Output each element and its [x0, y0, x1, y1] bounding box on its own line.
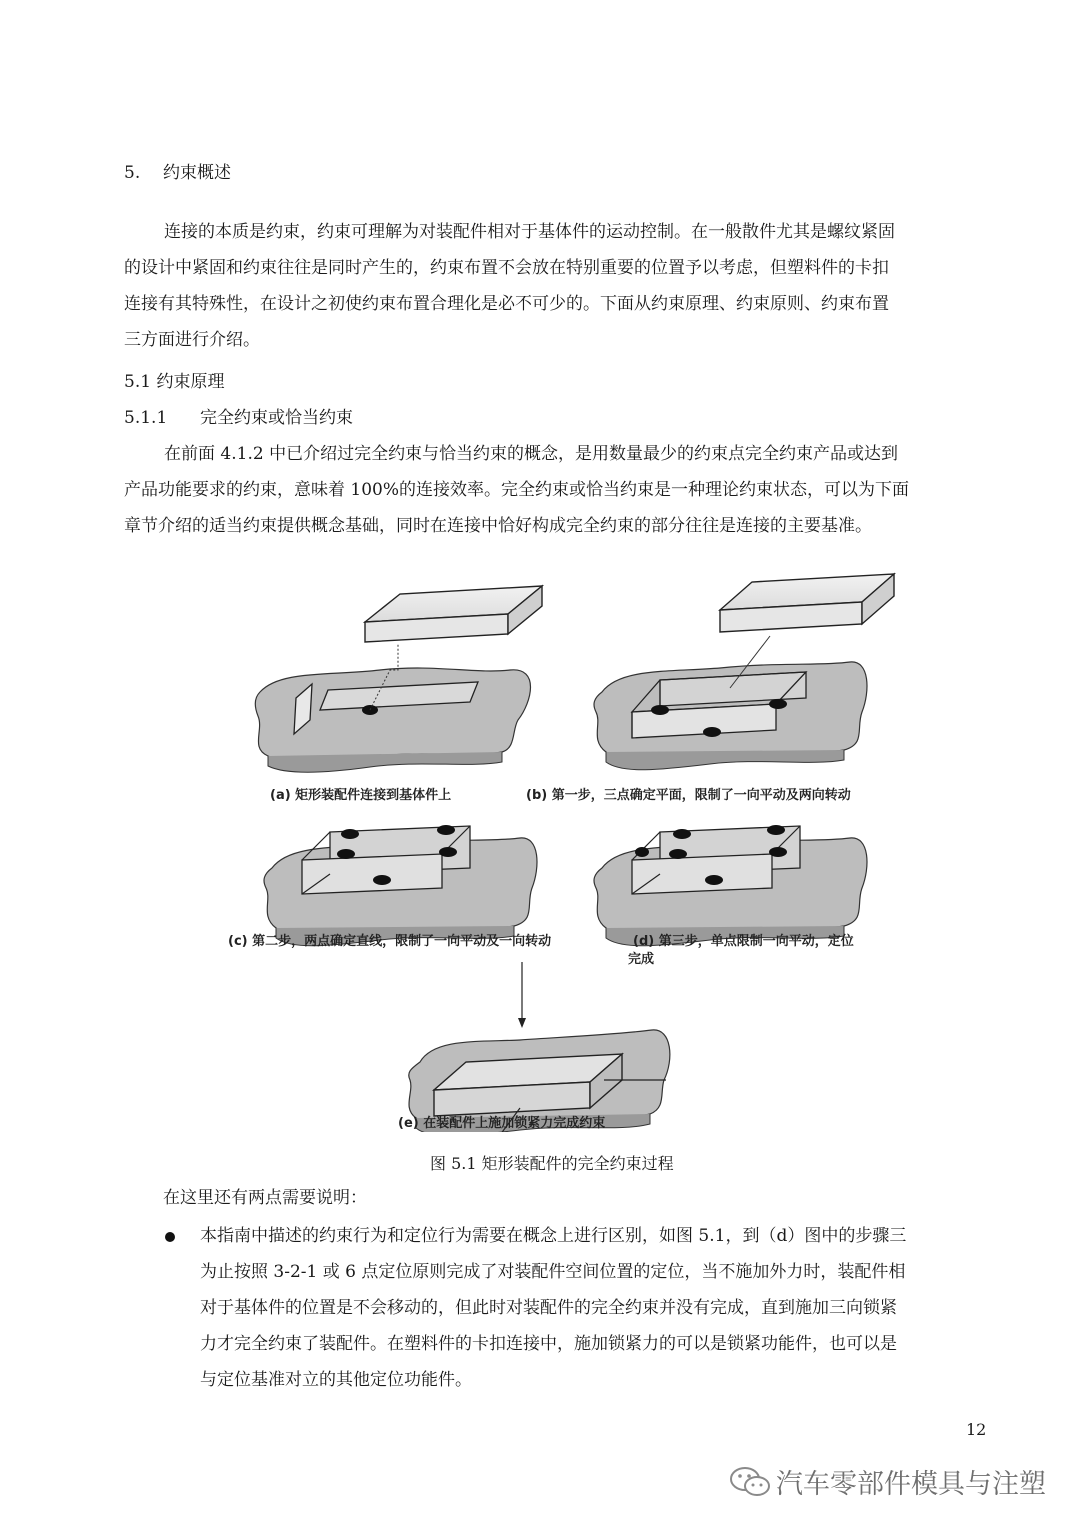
intro-line: 连接有其特殊性，在设计之初使约束布置合理化是必不可少的。下面从约束原理、约束原则、约束布置 — [124, 294, 889, 314]
panel-a — [255, 586, 542, 772]
bullet-line: 对于基体件的位置是不会移动的，但此时对装配件的完全约束并没有完成，直到施加三向锁紧 — [200, 1298, 897, 1318]
concept-line: 章节介绍的适当约束提供概念基础，同时在连接中恰好构成完全约束的部分往往是连接的主要基准。 — [124, 516, 872, 536]
panel-d — [594, 825, 867, 946]
watermark-text: 汽车零部件模具与注塑 — [776, 1469, 1046, 1500]
panel-b — [594, 574, 894, 770]
section-number: 5. — [124, 163, 141, 183]
locating-point — [673, 829, 691, 839]
bullet-item — [200, 1218, 906, 1398]
locating-point — [341, 829, 359, 839]
panel-e — [409, 962, 670, 1132]
concept-line: 在前面 4.1.2 中已介绍过完全约束与恰当约束的概念，是用数量最少的约束点完全约束产品或达到 — [164, 444, 899, 464]
wechat-icon — [728, 1465, 772, 1499]
figure-title: 图 5.1 矩形装配件的完全约束过程 — [430, 1154, 674, 1173]
locating-point — [439, 847, 457, 857]
bullet-icon — [165, 1232, 175, 1242]
caption-e: (e) 在装配件上施加锁紧力完成约束 — [398, 1116, 606, 1131]
bullet-line: 力才完全约束了装配件。在塑料件的卡扣连接中，施加锁紧力的可以是锁紧功能件，也可以是 — [200, 1334, 897, 1354]
bullet-line: 为止按照 3-2-1 或 6 点定位原则完成了对装配件空间位置的定位，当不施加外力时，装配件相 — [200, 1262, 906, 1282]
note-intro: 在这里还有两点需要说明： — [163, 1188, 367, 1208]
page-number: 12 — [966, 1420, 987, 1439]
concept-line: 产品功能要求的约束，意味着 100%的连接效率。完全约束或恰当约束是一种理论约束状态，可以为下面 — [124, 480, 910, 500]
section-title: 约束概述 — [163, 163, 231, 183]
caption-d-cont: 完成 — [628, 952, 655, 967]
locating-point — [337, 849, 355, 859]
caption-b: (b) 第一步，三点确定平面，限制了一向平动及两向转动 — [526, 788, 851, 803]
locating-point — [769, 699, 787, 709]
caption-c: (c) 第二步，两点确定直线，限制了一向平动及一向转动 — [228, 934, 552, 949]
constraint-figure — [220, 552, 940, 1132]
intro-line: 的设计中紧固和约束往往是同时产生的，约束布置不会放在特别重要的位置予以考虑，但塑料件的卡扣 — [124, 258, 889, 278]
bullet-line: 与定位基准对立的其他定位功能件。 — [200, 1370, 472, 1390]
subsubsection-number: 5.1.1 — [124, 408, 168, 428]
bullet-line: 本指南中描述的约束行为和定位行为需要在概念上进行区别，如图 5.1，到（d）图中的步骤三 — [200, 1226, 907, 1246]
locating-point — [373, 875, 391, 885]
locating-point — [651, 705, 669, 715]
intro-line: 三方面进行介绍。 — [124, 330, 260, 350]
panel-c — [264, 825, 537, 946]
locating-point — [437, 825, 455, 835]
locating-point — [767, 825, 785, 835]
intro-line: 连接的本质是约束，约束可理解为对装配件相对于基体件的运动控制。在一般散件尤其是螺纹紧固 — [164, 222, 895, 242]
locating-point — [769, 847, 787, 857]
intro-paragraph — [124, 214, 895, 358]
locating-point — [669, 849, 687, 859]
caption-a: (a) 矩形装配件连接到基体件上 — [270, 788, 452, 803]
caption-d: (d) 第三步，单点限制一向平动，定位 — [633, 934, 854, 949]
subsubsection-title: 完全约束或恰当约束 — [200, 408, 353, 428]
locating-point — [703, 727, 721, 737]
concept-paragraph — [124, 436, 909, 544]
locating-point — [705, 875, 723, 885]
locating-point — [635, 847, 649, 857]
subsection-heading: 5.1 约束原理 — [124, 372, 225, 392]
